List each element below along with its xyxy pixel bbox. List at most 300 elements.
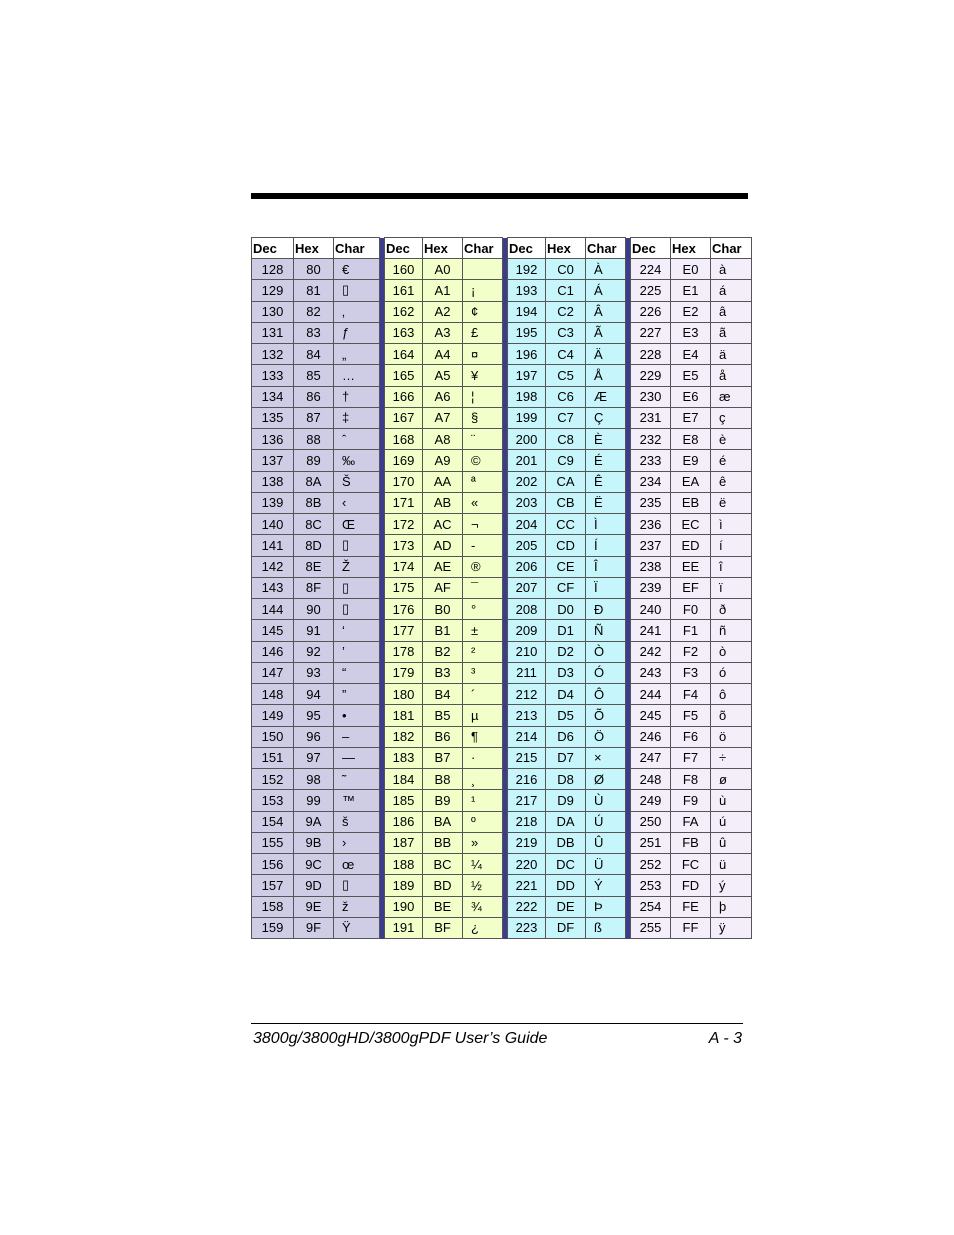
table-row: [252, 684, 752, 705]
cell-hex: E8: [671, 429, 711, 450]
cell-char: °: [463, 599, 503, 620]
cell-dec: 247: [631, 747, 671, 768]
cell-dec: 161: [385, 280, 423, 301]
cell-hex: BB: [423, 832, 463, 853]
cell-char: õ: [711, 705, 752, 726]
cell-hex: 8B: [294, 492, 334, 513]
column-header-char: Char: [711, 238, 752, 259]
header-row: [252, 238, 752, 259]
cell-char: …: [334, 365, 380, 386]
cell-dec: 187: [385, 832, 423, 853]
table-row: [252, 386, 752, 407]
cell-hex: 83: [294, 322, 334, 343]
cell-char: Î: [586, 556, 626, 577]
cell-hex: CB: [546, 492, 586, 513]
cell-hex: ED: [671, 535, 711, 556]
cell-dec: 162: [385, 301, 423, 322]
cell-char: Â: [586, 301, 626, 322]
cell-dec: 131: [252, 322, 294, 343]
cell-dec: 158: [252, 896, 294, 917]
cell-char: ’: [334, 641, 380, 662]
cell-char: ˆ: [334, 429, 380, 450]
cell-dec: 228: [631, 344, 671, 365]
cell-char: ¤: [463, 344, 503, 365]
cell-dec: 195: [508, 322, 546, 343]
cell-hex: F5: [671, 705, 711, 726]
cell-char: Ž: [334, 556, 380, 577]
cell-hex: 89: [294, 450, 334, 471]
cell-hex: CA: [546, 471, 586, 492]
cell-hex: F8: [671, 769, 711, 790]
cell-dec: 135: [252, 407, 294, 428]
footer-guide-title: 3800g/3800gHD/3800gPDF User’s Guide: [253, 1030, 548, 1047]
cell-hex: DF: [546, 917, 586, 938]
column-header-dec: Dec: [252, 238, 294, 259]
cell-hex: 81: [294, 280, 334, 301]
cell-hex: F6: [671, 726, 711, 747]
cell-char: ›: [334, 832, 380, 853]
cell-char: Ó: [586, 662, 626, 683]
cell-hex: EB: [671, 492, 711, 513]
cell-dec: 171: [385, 492, 423, 513]
cell-dec: 235: [631, 492, 671, 513]
cell-dec: 206: [508, 556, 546, 577]
cell-hex: 8D: [294, 535, 334, 556]
cell-hex: 99: [294, 790, 334, 811]
table-row: [252, 854, 752, 875]
cell-char: ù: [711, 790, 752, 811]
cell-dec: 219: [508, 832, 546, 853]
cell-hex: E0: [671, 259, 711, 280]
cell-char: ¢: [463, 301, 503, 322]
table-row: [252, 450, 752, 471]
cell-char: ▯: [334, 599, 380, 620]
cell-char: ì: [711, 514, 752, 535]
column-header-dec: Dec: [385, 238, 423, 259]
cell-hex: B9: [423, 790, 463, 811]
cell-dec: 146: [252, 641, 294, 662]
cell-hex: 86: [294, 386, 334, 407]
cell-char: á: [711, 280, 752, 301]
table-row: [252, 471, 752, 492]
cell-hex: EA: [671, 471, 711, 492]
cell-char: ▯: [334, 577, 380, 598]
cell-hex: FB: [671, 832, 711, 853]
cell-hex: BF: [423, 917, 463, 938]
cell-char: ê: [711, 471, 752, 492]
cell-char: •: [334, 705, 380, 726]
cell-dec: 165: [385, 365, 423, 386]
cell-hex: B3: [423, 662, 463, 683]
cell-dec: 218: [508, 811, 546, 832]
cell-char: ø: [711, 769, 752, 790]
cell-hex: A4: [423, 344, 463, 365]
cell-dec: 142: [252, 556, 294, 577]
cell-dec: 220: [508, 854, 546, 875]
cell-dec: 245: [631, 705, 671, 726]
cell-dec: 156: [252, 854, 294, 875]
cell-hex: A9: [423, 450, 463, 471]
cell-dec: 157: [252, 875, 294, 896]
cell-char: î: [711, 556, 752, 577]
cell-char: Ô: [586, 684, 626, 705]
cell-hex: C4: [546, 344, 586, 365]
cell-hex: C0: [546, 259, 586, 280]
cell-char: ³: [463, 662, 503, 683]
cell-dec: 138: [252, 471, 294, 492]
cell-hex: A8: [423, 429, 463, 450]
column-header-char: Char: [334, 238, 380, 259]
column-header-char: Char: [463, 238, 503, 259]
cell-hex: A1: [423, 280, 463, 301]
cell-dec: 144: [252, 599, 294, 620]
cell-dec: 180: [385, 684, 423, 705]
cell-char: ¿: [463, 917, 503, 938]
cell-hex: 91: [294, 620, 334, 641]
cell-dec: 217: [508, 790, 546, 811]
cell-dec: 243: [631, 662, 671, 683]
cell-dec: 169: [385, 450, 423, 471]
cell-char: ü: [711, 854, 752, 875]
cell-dec: 225: [631, 280, 671, 301]
cell-char: ž: [334, 896, 380, 917]
cell-char: ï: [711, 577, 752, 598]
table-body: [252, 259, 752, 939]
cell-dec: 172: [385, 514, 423, 535]
cell-char: µ: [463, 705, 503, 726]
cell-hex: BE: [423, 896, 463, 917]
table-row: [252, 365, 752, 386]
cell-dec: 155: [252, 832, 294, 853]
cell-char: ·: [463, 747, 503, 768]
cell-hex: C2: [546, 301, 586, 322]
table-row: [252, 429, 752, 450]
cell-char: †: [334, 386, 380, 407]
cell-char: ˜: [334, 769, 380, 790]
cell-dec: 214: [508, 726, 546, 747]
cell-dec: 229: [631, 365, 671, 386]
cell-char: §: [463, 407, 503, 428]
table-row: [252, 322, 752, 343]
cell-hex: 87: [294, 407, 334, 428]
cell-hex: B2: [423, 641, 463, 662]
cell-dec: 231: [631, 407, 671, 428]
cell-char: ¬: [463, 514, 503, 535]
cell-dec: 223: [508, 917, 546, 938]
cell-char: Š: [334, 471, 380, 492]
cell-char: Ð: [586, 599, 626, 620]
cell-hex: F4: [671, 684, 711, 705]
cell-dec: 226: [631, 301, 671, 322]
cell-hex: E5: [671, 365, 711, 386]
cell-dec: 212: [508, 684, 546, 705]
cell-dec: 147: [252, 662, 294, 683]
cell-dec: 159: [252, 917, 294, 938]
cell-dec: 143: [252, 577, 294, 598]
cell-dec: 253: [631, 875, 671, 896]
cell-char: Ã: [586, 322, 626, 343]
cell-hex: 9D: [294, 875, 334, 896]
cell-hex: 90: [294, 599, 334, 620]
table-row: [252, 769, 752, 790]
table-row: [252, 747, 752, 768]
cell-char: Ë: [586, 492, 626, 513]
cell-hex: C1: [546, 280, 586, 301]
cell-dec: 234: [631, 471, 671, 492]
cell-hex: B4: [423, 684, 463, 705]
cell-dec: 255: [631, 917, 671, 938]
cell-hex: C3: [546, 322, 586, 343]
cell-dec: 252: [631, 854, 671, 875]
cell-dec: 204: [508, 514, 546, 535]
cell-dec: 211: [508, 662, 546, 683]
cell-dec: 134: [252, 386, 294, 407]
cell-dec: 200: [508, 429, 546, 450]
cell-char: À: [586, 259, 626, 280]
cell-dec: 132: [252, 344, 294, 365]
cell-dec: 192: [508, 259, 546, 280]
cell-char: ÷: [711, 747, 752, 768]
cell-hex: EE: [671, 556, 711, 577]
cell-char: “: [334, 662, 380, 683]
cell-dec: 150: [252, 726, 294, 747]
cell-hex: D7: [546, 747, 586, 768]
cell-hex: E9: [671, 450, 711, 471]
cell-dec: 248: [631, 769, 671, 790]
cell-dec: 197: [508, 365, 546, 386]
table-row: [252, 811, 752, 832]
cell-dec: 179: [385, 662, 423, 683]
cell-hex: F9: [671, 790, 711, 811]
cell-char: Þ: [586, 896, 626, 917]
cell-char: Ú: [586, 811, 626, 832]
cell-dec: 184: [385, 769, 423, 790]
cell-dec: 232: [631, 429, 671, 450]
table-row: [252, 705, 752, 726]
table-row: [252, 301, 752, 322]
cell-hex: 85: [294, 365, 334, 386]
table-row: [252, 641, 752, 662]
table-row: [252, 620, 752, 641]
cell-char: ‹: [334, 492, 380, 513]
table-row: [252, 599, 752, 620]
table-row: [252, 492, 752, 513]
cell-char: Ø: [586, 769, 626, 790]
cell-char: ¾: [463, 896, 503, 917]
cell-hex: CD: [546, 535, 586, 556]
cell-hex: D2: [546, 641, 586, 662]
cell-dec: 201: [508, 450, 546, 471]
cell-char: Û: [586, 832, 626, 853]
cell-char: Ê: [586, 471, 626, 492]
cell-char: ë: [711, 492, 752, 513]
cell-dec: 139: [252, 492, 294, 513]
cell-dec: 202: [508, 471, 546, 492]
cell-hex: CE: [546, 556, 586, 577]
cell-char: [463, 259, 503, 280]
cell-char: é: [711, 450, 752, 471]
cell-dec: 186: [385, 811, 423, 832]
table-row: [252, 896, 752, 917]
cell-char: ó: [711, 662, 752, 683]
cell-char: ¨: [463, 429, 503, 450]
cell-char: þ: [711, 896, 752, 917]
cell-dec: 208: [508, 599, 546, 620]
cell-char: ‡: [334, 407, 380, 428]
cell-dec: 190: [385, 896, 423, 917]
cell-char: »: [463, 832, 503, 853]
cell-dec: 188: [385, 854, 423, 875]
cell-hex: A2: [423, 301, 463, 322]
cell-char: ×: [586, 747, 626, 768]
cell-char: å: [711, 365, 752, 386]
cell-char: ²: [463, 641, 503, 662]
column-header-dec: Dec: [631, 238, 671, 259]
cell-char: Ì: [586, 514, 626, 535]
cell-dec: 196: [508, 344, 546, 365]
cell-hex: 92: [294, 641, 334, 662]
cell-hex: CC: [546, 514, 586, 535]
cell-dec: 128: [252, 259, 294, 280]
cell-dec: 207: [508, 577, 546, 598]
cell-hex: A3: [423, 322, 463, 343]
cell-char: Ï: [586, 577, 626, 598]
cell-hex: A0: [423, 259, 463, 280]
cell-hex: E7: [671, 407, 711, 428]
cell-dec: 163: [385, 322, 423, 343]
cell-dec: 149: [252, 705, 294, 726]
cell-char: ▯: [334, 875, 380, 896]
cell-hex: DC: [546, 854, 586, 875]
cell-char: ý: [711, 875, 752, 896]
cell-dec: 242: [631, 641, 671, 662]
cell-char: —: [334, 747, 380, 768]
cell-hex: 9F: [294, 917, 334, 938]
cell-hex: D1: [546, 620, 586, 641]
cell-hex: 8A: [294, 471, 334, 492]
top-rule: [251, 193, 748, 199]
table-row: [252, 577, 752, 598]
cell-hex: A6: [423, 386, 463, 407]
cell-hex: 82: [294, 301, 334, 322]
cell-char: ä: [711, 344, 752, 365]
column-header-dec: Dec: [508, 238, 546, 259]
cell-hex: E1: [671, 280, 711, 301]
cell-hex: EC: [671, 514, 711, 535]
cell-hex: F0: [671, 599, 711, 620]
cell-char: Õ: [586, 705, 626, 726]
cell-hex: C5: [546, 365, 586, 386]
cell-hex: AD: [423, 535, 463, 556]
cell-hex: AB: [423, 492, 463, 513]
cell-char: ð: [711, 599, 752, 620]
cell-char: â: [711, 301, 752, 322]
cell-char: ª: [463, 471, 503, 492]
cell-dec: 227: [631, 322, 671, 343]
cell-char: Ù: [586, 790, 626, 811]
cell-char: ã: [711, 322, 752, 343]
cell-hex: D3: [546, 662, 586, 683]
cell-hex: 9B: [294, 832, 334, 853]
table-row: [252, 514, 752, 535]
cell-hex: AC: [423, 514, 463, 535]
cell-char: «: [463, 492, 503, 513]
cell-dec: 173: [385, 535, 423, 556]
cell-char: Å: [586, 365, 626, 386]
cell-hex: FD: [671, 875, 711, 896]
cell-dec: 238: [631, 556, 671, 577]
cell-dec: 167: [385, 407, 423, 428]
cell-hex: 95: [294, 705, 334, 726]
cell-dec: 130: [252, 301, 294, 322]
cell-char: æ: [711, 386, 752, 407]
cell-dec: 221: [508, 875, 546, 896]
table-row: [252, 535, 752, 556]
cell-char: ©: [463, 450, 503, 471]
cell-hex: 9E: [294, 896, 334, 917]
cell-char: ▯: [334, 535, 380, 556]
cell-hex: F1: [671, 620, 711, 641]
cell-char: Á: [586, 280, 626, 301]
cell-char: ç: [711, 407, 752, 428]
cell-hex: 84: [294, 344, 334, 365]
cell-hex: AE: [423, 556, 463, 577]
cell-char: ß: [586, 917, 626, 938]
cell-hex: FA: [671, 811, 711, 832]
cell-dec: 198: [508, 386, 546, 407]
table-row: [252, 259, 752, 280]
cell-dec: 246: [631, 726, 671, 747]
cell-hex: DE: [546, 896, 586, 917]
cell-char: ½: [463, 875, 503, 896]
cell-dec: 148: [252, 684, 294, 705]
table-row: [252, 832, 752, 853]
cell-dec: 240: [631, 599, 671, 620]
table-row: [252, 875, 752, 896]
cell-char: º: [463, 811, 503, 832]
cell-hex: DB: [546, 832, 586, 853]
cell-hex: 93: [294, 662, 334, 683]
cell-hex: 88: [294, 429, 334, 450]
cell-hex: 8F: [294, 577, 334, 598]
cell-hex: B7: [423, 747, 463, 768]
cell-hex: FF: [671, 917, 711, 938]
cell-char: €: [334, 259, 380, 280]
cell-dec: 250: [631, 811, 671, 832]
cell-char: ò: [711, 641, 752, 662]
cell-char: ´: [463, 684, 503, 705]
cell-dec: 194: [508, 301, 546, 322]
cell-char: ñ: [711, 620, 752, 641]
cell-dec: 191: [385, 917, 423, 938]
cell-dec: 215: [508, 747, 546, 768]
cell-dec: 174: [385, 556, 423, 577]
cell-char: ‚: [334, 301, 380, 322]
cell-char: œ: [334, 854, 380, 875]
cell-char: É: [586, 450, 626, 471]
cell-hex: A5: [423, 365, 463, 386]
cell-dec: 154: [252, 811, 294, 832]
cell-dec: 177: [385, 620, 423, 641]
cell-hex: CF: [546, 577, 586, 598]
cell-char: ¹: [463, 790, 503, 811]
cell-dec: 166: [385, 386, 423, 407]
cell-hex: EF: [671, 577, 711, 598]
cell-hex: E4: [671, 344, 711, 365]
cell-dec: 244: [631, 684, 671, 705]
cell-dec: 224: [631, 259, 671, 280]
cell-char: È: [586, 429, 626, 450]
